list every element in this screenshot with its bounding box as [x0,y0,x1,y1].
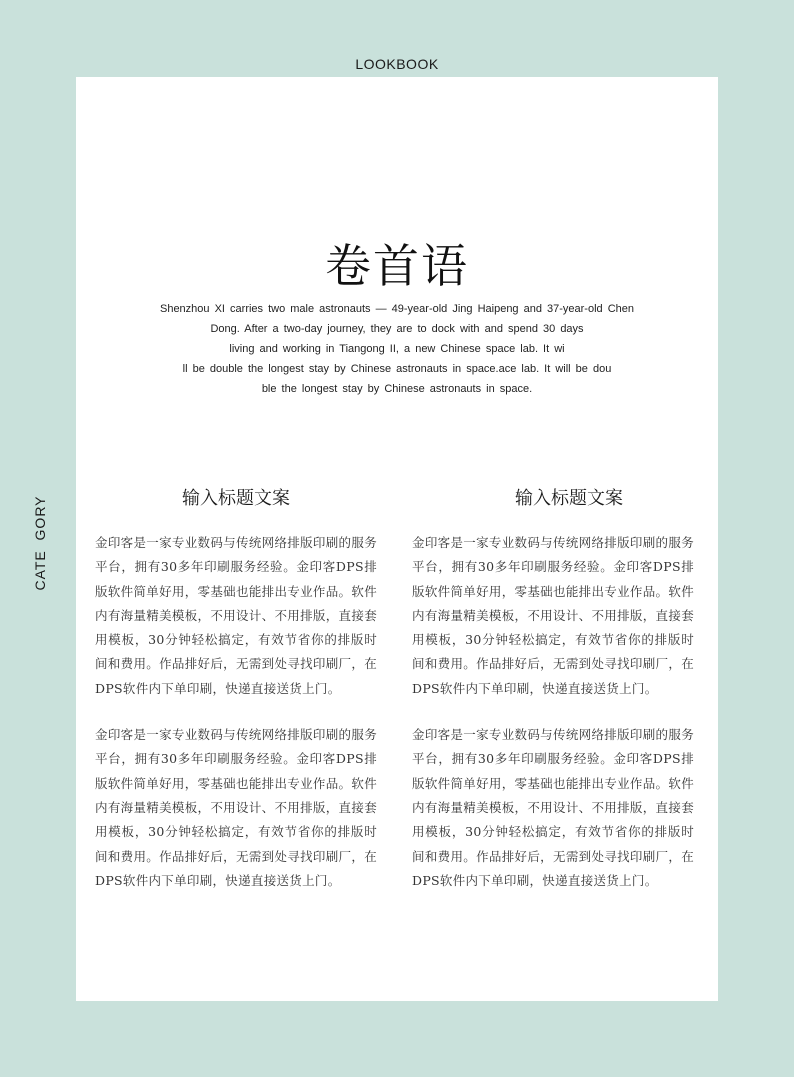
column-left [95,481,377,893]
intro-line: ble the longest stay by Chinese astronauts in space. [261,383,533,395]
column-paragraph: 金印客是一家专业数码与传统网络排版印刷的服务平台，拥有30多年印刷服务经验。金印客DPS排版软件简单好用，零基础也能排出专业作品。软件内有海量精美模板，不用设计、不用排版，直接套用模板，30分钟轻松搞定，有效节省你的排版时间和费用。作品排好后，无需到处寻找印刷厂，在DPS软件内下单印刷，快递直接送货上门。 [95,727,377,888]
column-paragraph: 金印客是一家专业数码与传统网络排版印刷的服务平台，拥有30多年印刷服务经验。金印客DPS排版软件简单好用，零基础也能排出专业作品。软件内有海量精美模板，不用设计、不用排版，直接套用模板，30分钟轻松搞定，有效节省你的排版时间和费用。作品排好后，无需到处寻找印刷厂，在DPS软件内下单印刷，快递直接送货上门。 [412,727,694,888]
intro-line: living and working in Tiangong II, a new Chinese space lab. It wi [229,343,565,355]
column-right [412,481,694,893]
header-title: LOOKBOOK [355,56,439,72]
column-heading: 输入标题文案 [515,488,623,509]
intro-line: Dong. After a two-day journey, they are to dock with and spend 30 days [210,323,584,335]
page-card [76,77,718,1001]
intro-line: Shenzhou XI carries two male astronauts — 49-year-old Jing Haipeng and 37-year-old Chen [159,303,635,315]
intro-text [116,299,678,399]
intro-line: ll be double the longest stay by Chinese astronauts in space.ace lab. It will be dou [182,363,612,375]
column-paragraph: 金印客是一家专业数码与传统网络排版印刷的服务平台，拥有30多年印刷服务经验。金印客DPS排版软件简单好用，零基础也能排出专业作品。软件内有海量精美模板，不用设计、不用排版，直接套用模板，30分钟轻松搞定，有效节省你的排版时间和费用。作品排好后，无需到处寻找印刷厂，在DPS软件内下单印刷，快递直接送货上门。 [95,535,377,696]
page-title: 卷首语 [325,239,469,293]
column-heading: 输入标题文案 [182,488,290,509]
side-category-label: CATE GORY [32,495,48,591]
column-paragraph: 金印客是一家专业数码与传统网络排版印刷的服务平台，拥有30多年印刷服务经验。金印客DPS排版软件简单好用，零基础也能排出专业作品。软件内有海量精美模板，不用设计、不用排版，直接套用模板，30分钟轻松搞定，有效节省你的排版时间和费用。作品排好后，无需到处寻找印刷厂，在DPS软件内下单印刷，快递直接送货上门。 [412,535,694,696]
